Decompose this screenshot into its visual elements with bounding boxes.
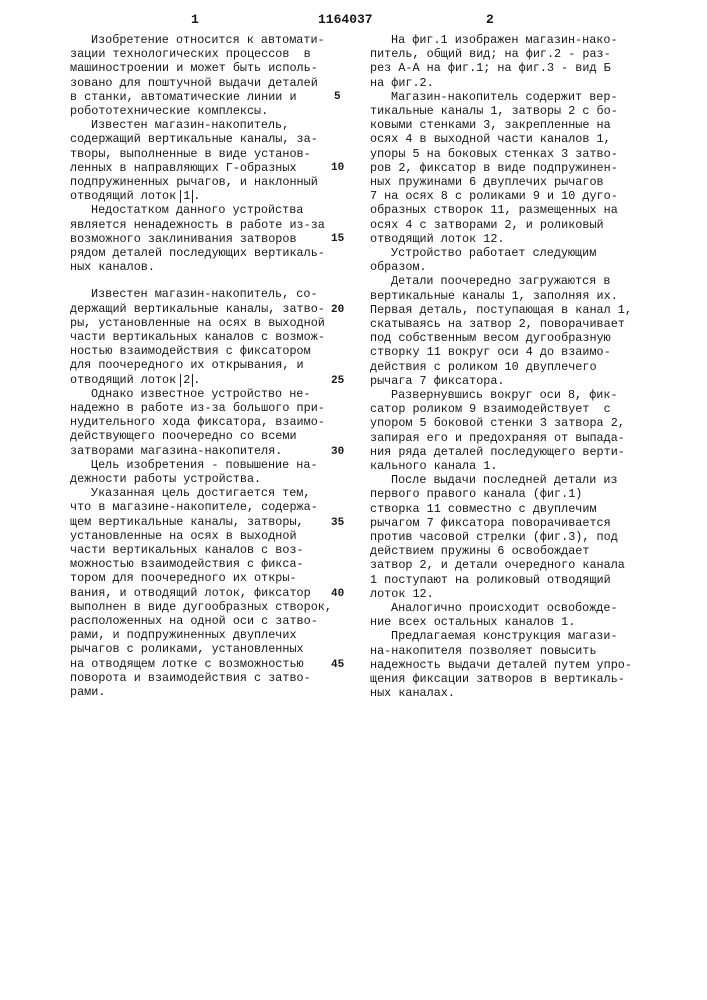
line-text: ры, установленные на осях в выходной: [70, 316, 325, 330]
text-line: [370, 459, 497, 473]
line-text: творы, выполненные в виде установ-: [70, 147, 311, 161]
text-line: [370, 331, 611, 345]
right-page-number: 2: [486, 12, 494, 27]
line-text: на фиг.2.: [370, 76, 434, 90]
text-line: [70, 189, 200, 203]
citation-reference: 2: [180, 374, 193, 387]
text-line: [70, 61, 318, 75]
text-line: [370, 416, 625, 430]
text-line: [70, 614, 318, 628]
line-text: первого правого канала (фиг.1): [370, 487, 582, 501]
text-line: [70, 429, 297, 443]
line-text: вертикальные каналы 1, заполняя их.: [370, 289, 618, 303]
text-line: [370, 260, 427, 274]
citation-reference: 1: [180, 190, 193, 203]
line-text: подпружиненных рычагов, и наклонный: [70, 175, 318, 189]
line-text: ных каналов.: [70, 260, 155, 274]
text-line: [70, 500, 318, 514]
line-text: на-накопителя позволяет повысить: [370, 644, 597, 658]
text-line: [370, 516, 611, 530]
text-line: [70, 373, 200, 387]
line-text: образом.: [370, 260, 427, 274]
line-text: 7 на осях 8 с роликами 9 и 10 дуго-: [370, 189, 618, 203]
line-text: против часовой стрелки (фиг.3), под: [370, 530, 618, 544]
line-text: кального канала 1.: [370, 459, 497, 473]
line-text: щем вертикальные каналы, затворы,: [70, 515, 304, 529]
text-line: [91, 203, 303, 217]
line-text: ных каналах.: [370, 686, 455, 700]
line-text: нудительного хода фиксатора, взаимо-: [70, 415, 325, 429]
margin-line-number: 30: [331, 445, 344, 459]
text-line: [70, 657, 304, 671]
text-line: [370, 587, 434, 601]
text-line: [91, 458, 318, 472]
text-line: [70, 642, 304, 656]
text-line: [370, 573, 611, 587]
margin-line-number: 20: [331, 303, 344, 317]
text-line: [391, 388, 618, 402]
text-line: [70, 260, 155, 274]
text-line: [70, 132, 318, 146]
text-line: [370, 544, 589, 558]
line-text: образных створок 11, размещенных на: [370, 203, 618, 217]
line-text: рычагом 7 фиксатора поворачивается: [370, 516, 611, 530]
text-line: [70, 600, 332, 614]
line-text: рез А-А на фиг.1; на фиг.3 - вид Б: [370, 61, 611, 75]
text-line: [70, 472, 261, 486]
margin-line-number: 5: [334, 90, 341, 104]
text-line: [70, 401, 325, 415]
text-line: [370, 289, 618, 303]
text-line: [370, 76, 434, 90]
line-text: на отводящем лотке с возможностью: [70, 657, 304, 671]
text-line: [70, 444, 282, 458]
text-line: [91, 118, 289, 132]
text-line: [70, 147, 311, 161]
line-tail: .: [193, 373, 200, 387]
text-line: [370, 147, 618, 161]
text-line: [370, 61, 611, 75]
line-text: ленных в направляющих Г-образных: [70, 161, 297, 175]
text-line: [370, 644, 597, 658]
text-line: [70, 557, 304, 571]
text-line: [391, 274, 610, 288]
text-line: [370, 530, 618, 544]
line-text: Устройство работает следующим: [391, 246, 596, 260]
line-text: действующего поочередно со всеми: [70, 429, 297, 443]
line-text: лоток 12.: [370, 587, 434, 601]
text-line: [70, 685, 105, 699]
line-text: упоры 5 на боковых стенках 3 затво-: [370, 147, 618, 161]
margin-line-number: 10: [331, 161, 344, 175]
margin-line-number: 15: [331, 232, 344, 246]
margin-line-number: 25: [331, 374, 344, 388]
line-text: поворота и взаимодействия с затво-: [70, 671, 311, 685]
text-line: [391, 246, 596, 260]
text-line: [370, 118, 611, 132]
line-text: Изобретение относится к автомати-: [91, 33, 325, 47]
line-text: Развернувшись вокруг оси 8, фик-: [391, 388, 618, 402]
text-line: [370, 132, 611, 146]
line-text: Детали поочередно загружаются в: [391, 274, 610, 288]
line-text: отводящий лоток 12.: [370, 232, 505, 246]
text-line: [370, 218, 604, 232]
text-line: [70, 76, 318, 90]
line-text: надежно в работе из-за большого при-: [70, 401, 325, 415]
text-line: [370, 175, 604, 189]
line-text: Магазин-накопитель содержит вер-: [391, 90, 618, 104]
text-line: [70, 415, 325, 429]
line-text: рычага 7 фиксатора.: [370, 374, 505, 388]
line-text: створка 11 совместно с двуплечим: [370, 502, 597, 516]
text-line: [91, 287, 318, 301]
line-text: ние всех остальных каналов 1.: [370, 615, 575, 629]
text-line: [70, 671, 311, 685]
line-text: Первая деталь, поступающая в канал 1,: [370, 303, 632, 317]
line-text: является ненадежность в работе из-за: [70, 218, 325, 232]
text-line: [391, 601, 618, 615]
text-line: [370, 161, 618, 175]
text-line: [70, 344, 311, 358]
line-text: ров 2, фиксатор в виде подпружинен-: [370, 161, 618, 175]
text-line: [70, 175, 318, 189]
text-line: [370, 345, 611, 359]
line-text: рами, и подпружиненных двуплечих: [70, 628, 297, 642]
line-text: рычагов с роликами, установленных: [70, 642, 304, 656]
text-line: [91, 486, 310, 500]
line-text: рядом деталей последующих вертикаль-: [70, 246, 325, 260]
line-text: действием пружины 6 освобождает: [370, 544, 589, 558]
text-line: [70, 302, 325, 316]
line-text: Аналогично происходит освобожде-: [391, 601, 618, 615]
text-line: [370, 431, 625, 445]
text-line: [70, 628, 297, 642]
text-line: [70, 246, 325, 260]
text-line: [370, 203, 618, 217]
line-text: зовано для поштучной выдачи деталей: [70, 76, 318, 90]
line-text: тикальные каналы 1, затворы 2 с бо-: [370, 104, 618, 118]
line-tail: .: [193, 189, 200, 203]
line-text: щения фиксации затворов в вертикаль-: [370, 672, 625, 686]
text-line: [91, 387, 310, 401]
line-text: ных пружинами 6 двуплечих рычагов: [370, 175, 604, 189]
line-text: робототехнические комплексы.: [70, 104, 268, 118]
text-line: [391, 33, 618, 47]
left-page-number: 1: [191, 12, 199, 27]
line-text: Цель изобретения - повышение на-: [91, 458, 318, 472]
line-text: под собственным весом дугообразную: [370, 331, 611, 345]
text-line: [370, 445, 625, 459]
text-line: [70, 515, 304, 529]
text-line: [70, 543, 304, 557]
line-text: затворами магазина-накопителя.: [70, 444, 282, 458]
line-text: Однако известное устройство не-: [91, 387, 310, 401]
text-line: [370, 360, 597, 374]
line-text: держащий вертикальные каналы, затво-: [70, 302, 325, 316]
text-line: [70, 586, 311, 600]
text-line: [70, 218, 325, 232]
line-text: Известен магазин-накопитель,: [91, 118, 289, 132]
text-line: [370, 189, 618, 203]
text-line: [70, 232, 297, 246]
line-text: действия с роликом 10 двуплечего: [370, 360, 597, 374]
margin-line-number: 45: [331, 658, 344, 672]
line-text: машиностроении и может быть исполь-: [70, 61, 318, 75]
line-text: скатываясь на затвор 2, поворачивает: [370, 317, 625, 331]
line-text: для поочередного их открывания, и: [70, 358, 304, 372]
text-line: [70, 90, 297, 104]
text-line: [391, 473, 618, 487]
line-text: На фиг.1 изображен магазин-нако-: [391, 33, 618, 47]
text-line: [370, 615, 575, 629]
line-text: упором 5 боковой стенки 3 затвора 2,: [370, 416, 625, 430]
line-text: дежности работы устройства.: [70, 472, 261, 486]
line-text: питель, общий вид; на фиг.2 - раз-: [370, 47, 611, 61]
text-line: [370, 232, 505, 246]
text-line: [370, 104, 618, 118]
text-line: [70, 316, 325, 330]
patent-number: 1164037: [318, 12, 373, 27]
margin-line-number: 35: [331, 516, 344, 530]
line-text: ния ряда деталей последующего верти-: [370, 445, 625, 459]
line-text: Предлагаемая конструкция магази-: [391, 629, 618, 643]
line-text: отводящий лоток: [70, 189, 176, 203]
text-line: [370, 658, 632, 672]
text-line: [70, 161, 297, 175]
text-line: [370, 487, 582, 501]
text-line: [70, 571, 297, 585]
line-text: содержащий вертикальные каналы, за-: [70, 132, 318, 146]
line-text: После выдачи последней детали из: [391, 473, 618, 487]
line-text: осях 4 с затворами 2, и роликовый: [370, 218, 604, 232]
line-text: сатор роликом 9 взаимодействует с: [370, 402, 611, 416]
margin-line-number: 40: [331, 587, 344, 601]
line-text: ковыми стенками 3, закрепленные на: [370, 118, 611, 132]
line-text: надежность выдачи деталей путем упро-: [370, 658, 632, 672]
line-text: запирая его и предохраняя от выпада-: [370, 431, 625, 445]
line-text: затвор 2, и детали очередного канала: [370, 558, 625, 572]
text-line: [70, 47, 311, 61]
text-line: [370, 686, 455, 700]
text-line: [370, 502, 597, 516]
text-line: [370, 47, 611, 61]
text-line: [391, 629, 618, 643]
line-text: Известен магазин-накопитель, со-: [91, 287, 318, 301]
text-line: [70, 358, 304, 372]
line-text: Указанная цель достигается тем,: [91, 486, 310, 500]
line-text: выполнен в виде дугообразных створок,: [70, 600, 332, 614]
line-text: 1 поступают на роликовый отводящий: [370, 573, 611, 587]
line-text: вания, и отводящий лоток, фиксатор: [70, 586, 311, 600]
text-line: [370, 558, 625, 572]
line-text: можностью взаимодействия с фикса-: [70, 557, 304, 571]
line-text: Недостатком данного устройства: [91, 203, 303, 217]
text-line: [370, 374, 505, 388]
text-line: [70, 330, 325, 344]
line-text: рами.: [70, 685, 105, 699]
line-text: створку 11 вокруг оси 4 до взаимо-: [370, 345, 611, 359]
line-text: части вертикальных каналов с возмож-: [70, 330, 325, 344]
line-text: зации технологических процессов в: [70, 47, 311, 61]
text-line: [91, 33, 325, 47]
line-text: отводящий лоток: [70, 373, 176, 387]
line-text: установленные на осях в выходной: [70, 529, 297, 543]
text-line: [370, 672, 625, 686]
line-text: части вертикальных каналов с воз-: [70, 543, 304, 557]
text-line: [370, 317, 625, 331]
text-line: [370, 402, 611, 416]
line-text: тором для поочередного их откры-: [70, 571, 297, 585]
line-text: что в магазине-накопителе, содержа-: [70, 500, 318, 514]
text-line: [370, 303, 632, 317]
text-line: [391, 90, 618, 104]
line-text: в станки, автоматические линии и: [70, 90, 297, 104]
line-text: расположенных на одной оси с затво-: [70, 614, 318, 628]
line-text: осях 4 в выходной части каналов 1,: [370, 132, 611, 146]
line-text: возможного заклинивания затворов: [70, 232, 297, 246]
text-line: [70, 104, 268, 118]
text-line: [70, 529, 297, 543]
line-text: ностью взаимодействия с фиксатором: [70, 344, 311, 358]
